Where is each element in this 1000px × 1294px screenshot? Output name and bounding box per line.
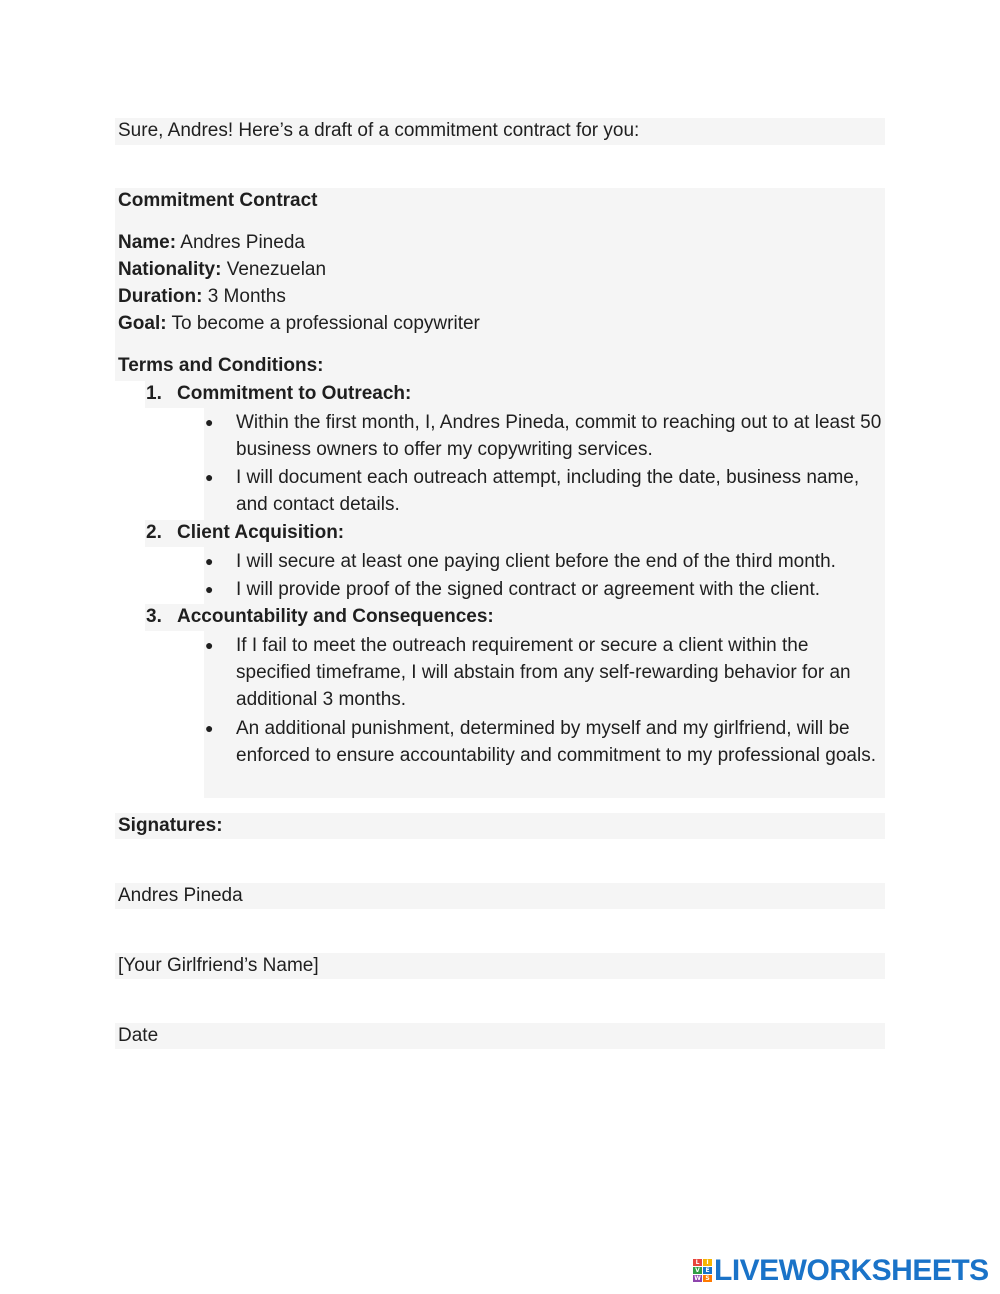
term-title: Client Acquisition: bbox=[177, 522, 345, 543]
signatures-heading: Signatures: bbox=[118, 815, 223, 836]
field-duration bbox=[118, 283, 286, 310]
liveworksheets-logo[interactable] bbox=[693, 1254, 989, 1286]
field-goal bbox=[118, 310, 480, 337]
bullet-icon: ● bbox=[205, 414, 214, 430]
contract-heading: Commitment Contract bbox=[118, 190, 318, 211]
signature-date: Date bbox=[118, 1025, 159, 1046]
terms-heading: Terms and Conditions: bbox=[118, 355, 324, 376]
term-title: Accountability and Consequences: bbox=[177, 606, 494, 627]
field-label: Nationality: bbox=[118, 259, 222, 280]
bullet-icon: ● bbox=[205, 581, 214, 597]
term-bullet: Within the first month, I, Andres Pineda, commit to reaching out to at least 50 business owners to offer my copywriting services. bbox=[236, 412, 882, 460]
term-number: 2. bbox=[146, 522, 162, 543]
logo-wordmark: LIVEWORKSHEETS bbox=[714, 1253, 989, 1287]
bullet-icon: ● bbox=[205, 469, 214, 485]
bullet-icon: ● bbox=[205, 720, 214, 736]
bullet-icon: ● bbox=[205, 553, 214, 569]
term-bullet: I will document each outreach attempt, including the date, business name, and contact details. bbox=[236, 467, 860, 515]
intro-text: Sure, Andres! Here’s a draft of a commitment contract for you: bbox=[118, 120, 640, 141]
field-value: Andres Pineda bbox=[176, 232, 305, 253]
term-bullet: If I fail to meet the outreach requirement or secure a client within the specified timeframe, I will abstain from any self-rewarding behavior for an additional 3 months. bbox=[236, 635, 851, 710]
logo-mark-icon: L I V E W S bbox=[693, 1259, 711, 1281]
signature-girlfriend: [Your Girlfriend’s Name] bbox=[118, 955, 319, 976]
field-name bbox=[118, 229, 305, 256]
term-number: 1. bbox=[146, 383, 162, 404]
field-label: Name: bbox=[118, 232, 177, 253]
term-bullet: An additional punishment, determined by myself and my girlfriend, will be enforced to ensure accountability and commitment to my professional goals. bbox=[236, 718, 876, 766]
field-label: Goal: bbox=[118, 313, 167, 334]
term-bullet: I will provide proof of the signed contract or agreement with the client. bbox=[236, 579, 821, 600]
field-label: Duration: bbox=[118, 286, 203, 307]
field-value: 3 Months bbox=[202, 286, 286, 307]
term-number: 3. bbox=[146, 606, 162, 627]
bullet-icon: ● bbox=[205, 637, 214, 653]
field-value: Venezuelan bbox=[221, 259, 327, 280]
term-title: Commitment to Outreach: bbox=[177, 383, 412, 404]
signature-andres: Andres Pineda bbox=[118, 885, 243, 906]
field-nationality bbox=[118, 256, 326, 283]
field-value: To become a professional copywriter bbox=[166, 313, 480, 334]
signature-line-highlight bbox=[115, 1023, 885, 1049]
signatures-highlight bbox=[115, 813, 885, 839]
term-bullet: I will secure at least one paying client before the end of the third month. bbox=[236, 551, 836, 572]
